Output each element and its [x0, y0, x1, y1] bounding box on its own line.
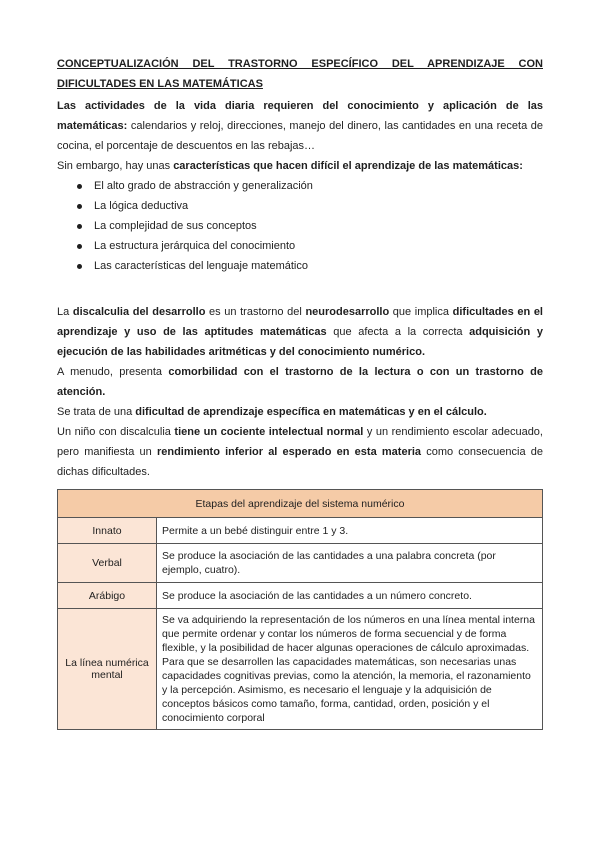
- definition-term-dyscalculia: discalculia del desarrollo: [72, 306, 206, 318]
- child-text-1: Un niño con discalculia: [57, 426, 175, 438]
- table-header-row: [58, 490, 543, 518]
- comorbidity-pre: A menudo, presenta: [57, 366, 169, 378]
- stage-description: Permite a un bebé distinguir entre 1 y 3.: [157, 518, 543, 544]
- child-paragraph: [57, 422, 543, 482]
- document-body: [57, 54, 543, 482]
- stage-name: La línea numérica mental: [58, 609, 157, 730]
- comorbidity-bold: comorbilidad con el trastorno de la lectura o con un trastorno de atención.: [57, 366, 544, 398]
- paragraph-gap: [57, 276, 543, 302]
- difficulty-bold: características que hacen difícil el aprendizaje de las matemáticas:: [173, 160, 523, 172]
- stage-description: Se produce la asociación de las cantidades a un número concreto.: [157, 583, 543, 609]
- intro-paragraph: [57, 96, 543, 156]
- intro-bold: Las actividades de la vida diaria requieren del conocimiento y aplicación de las matemáticas:: [57, 100, 543, 132]
- definition-text-4: que afecta a la correcta: [326, 326, 470, 338]
- child-bold-1: tiene un cociente intelectual normal: [174, 426, 364, 438]
- list-item: El alto grado de abstracción y generalización: [57, 176, 543, 196]
- difficulty-pre: Sin embargo, hay unas: [57, 160, 174, 172]
- table-row: [58, 544, 543, 583]
- stage-name: Verbal: [58, 544, 157, 583]
- list-item: La estructura jerárquica del conocimiento: [57, 236, 543, 256]
- child-text-2: y un rendimiento escolar adecuado, pero manifiesta un: [57, 426, 543, 458]
- definition-text-2: es un trastorno del: [205, 306, 306, 318]
- number-system-stages-table: [57, 489, 543, 730]
- stage-name: Arábigo: [58, 583, 157, 609]
- specific-pre: Se trata de una: [57, 406, 136, 418]
- child-text-3: como consecuencia de dichas dificultades.: [57, 446, 544, 478]
- list-item: La lógica deductiva: [57, 196, 543, 216]
- list-item: Las características del lenguaje matemático: [57, 256, 543, 276]
- definition-paragraph: [57, 302, 543, 362]
- stage-description: Se produce la asociación de las cantidades a una palabra concreta (por ejemplo, cuatro).: [157, 544, 543, 583]
- definition-text-1: La: [57, 306, 73, 318]
- specific-paragraph: [57, 402, 543, 422]
- table-header: Etapas del aprendizaje del sistema numérico: [58, 490, 543, 518]
- stage-description: [157, 609, 543, 730]
- comorbidity-paragraph: [57, 362, 543, 402]
- difficulty-paragraph: [57, 156, 543, 176]
- stage-name: Innato: [58, 518, 157, 544]
- definition-term-neurodevelopment: neurodesarrollo: [305, 306, 390, 318]
- intro-rest: calendarios y reloj, direcciones, manejo del dinero, las cantidades en una receta de cocina, el porcentaje de descuentos en las rebajas…: [57, 120, 543, 152]
- definition-term-difficulties: dificultades en el aprendizaje y uso de las aptitudes matemáticas: [57, 306, 543, 338]
- specific-bold: dificultad de aprendizaje específica en matemáticas y en el cálculo.: [135, 406, 487, 418]
- table-row: [58, 609, 543, 730]
- table-row: [58, 583, 543, 609]
- list-item: La complejidad de sus conceptos: [57, 216, 543, 236]
- heading-line-2: DIFICULTADES EN LAS MATEMÁTICAS: [57, 78, 263, 90]
- stage-description-part-1: Se va adquiriendo la representación de los números en una línea mental interna que permite ordenar y contar los números de forma secuencial y de forma flexible, y la posibilidad de hacer algunas operaciones de cálculo aproximadas.: [162, 614, 535, 654]
- document-heading: [57, 54, 543, 94]
- heading-line-1: CONCEPTUALIZACIÓN DEL TRASTORNO ESPECÍFICO DEL APRENDIZAJE CON: [57, 58, 543, 70]
- stage-description-part-2: Para que se desarrollen las capacidades matemáticas, son necesarias unas capacidades cognitivas previas, como la atención, la memoria, el razonamiento y la percepción. Asimismo, es necesario el lenguaje y la adquisición de conceptos básicos como tamaño, forma, cantidad, orden, posición y el conocimiento corporal: [162, 656, 531, 724]
- definition-term-acquisition: adquisición y ejecución de las habilidades aritméticas y del conocimiento numérico.: [57, 326, 543, 358]
- characteristics-list: [57, 176, 543, 276]
- child-bold-2: rendimiento inferior al esperado en esta materia: [156, 446, 422, 458]
- definition-text-3: que implica: [389, 306, 453, 318]
- table-row: [58, 518, 543, 544]
